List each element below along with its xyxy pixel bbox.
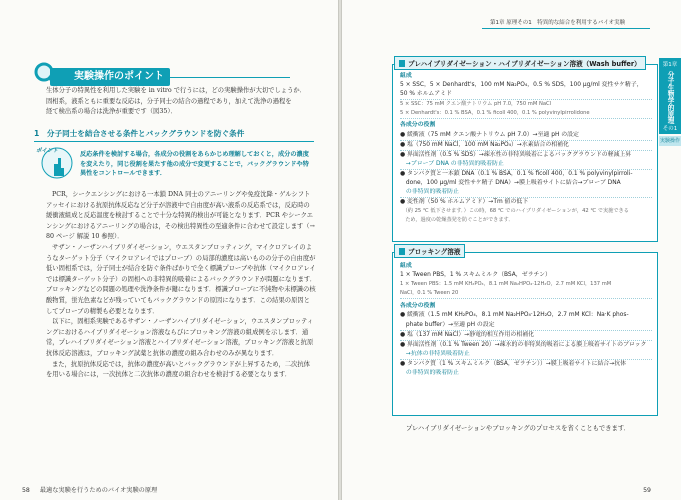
role-line: ● 界面活性剤（0.1 % Tween 20）→疎水的の非特異的吸着による膜上吸着サイトのブロック — [400, 341, 647, 348]
role-line: ● 変性剤（50 % ホルムアミド）→Tm 値の低下 — [400, 199, 529, 206]
header-rule — [482, 28, 650, 29]
roles-label: 各成分の役割 — [400, 122, 436, 129]
role-line: done，100 µg/ml 変性サケ精子 DNA）→膜上吸着サイトに結合→プローブ DNA — [400, 180, 621, 187]
left-footer — [22, 485, 157, 494]
paragraph: サザン・ノーザンハイブリダイゼーション，ウエスタンブロッティング，マイクロアレイのようなターゲット分子（マイクロアレイではプローブ）の局部的濃度は高いものの分子の自由度が低い固相系では，分子同士が結合を防ぐ条件ばかりで全く標識プローブや抗体（マイクロアレイでは標識ターゲット分子）の固相への非特異的吸着によるバックグラウンドが問題になります．ブロッキングなどの問題の処理や洗浄条件が鍵になります．標識プローブに不純物や未標識の核酸物質，蛍光色素などが残っていてもバックグラウンドの原因になります．この結果の原因としてプローブの精製も必要となります． — [46, 243, 317, 315]
point-text: 反応条件を検討する場合，各成分の役割をあらかじめ理解しておくと，成分の濃度を変えたり，同じ役割を果たす他の成分で変更することで，バックグラウンドや特異性をコントロールできます． — [80, 151, 309, 178]
point-label: ポイント — [36, 148, 59, 154]
running-header: 第1章 原理その1 特異的な結合を利用するバイオ実験 — [490, 20, 626, 26]
left-page — [0, 0, 338, 500]
blocking-composition — [400, 262, 652, 378]
closing-text — [400, 424, 656, 435]
composition-line: 1 × Tween PBS，1 % スキムミルク（BSA，ゼラチン） — [400, 272, 551, 279]
role-line: ● 塩（137 mM NaCl）→静電的相互作用の相補化 — [400, 331, 652, 341]
body-paragraphs — [46, 190, 316, 381]
role-line: の非特異的吸着防止 — [400, 188, 652, 198]
composition-label: 組成 — [400, 263, 412, 269]
hybridization-box-title-text: プレハイブリダイゼーション・ハイブリダイゼーション溶液（Wash buffer） — [408, 60, 641, 68]
side-tab-title: 分子生物学的原理 — [666, 71, 674, 124]
blocking-box-title — [394, 244, 465, 258]
intro-text — [46, 86, 316, 118]
paragraph: 以下に，固相系実験であるサザン・ノーザンハイブリダイゼーション，ウエスタンブロッティングにおけるハイブリダイゼーション溶液ならびにブロッキング溶液の組成例を示します．通常，プレハイブリダイゼーション溶液とハイブリダイゼーション溶液，ブロッキング溶液と抗原抗体反応溶液は，ブロッキング試薬と抗体の濃度の組み合わせのみが異なります． — [46, 318, 314, 357]
closing-paragraph: プレハイブリダイゼーションやブロッキングのプロセスを省くこともできます． — [406, 425, 630, 432]
role-line: ● 緩衝液（75 mM クエン酸ナトリウム pH 7.0）→至適 pH の設定 — [400, 131, 652, 141]
intro-line: 生体分子の特異性を利用した実験を in vitro で行うには，どの実験操作が大切でしょうか． — [46, 87, 306, 94]
composition-note: 5 × Denhardt's：0.1 % BSA，0.1 % ficoll 400，0.1 % polyvinylpirrolidone — [400, 109, 652, 119]
role-line: phate buffer）→至適 pH の設定 — [400, 321, 652, 331]
role-line: の非特異的吸着防止 — [400, 370, 459, 377]
footer-title: 最適な実験を行うためのバイオ実験の原理 — [39, 487, 158, 494]
paragraph: また，抗原抗体反応では，抗体の濃度が高いとバックグラウンドが上昇するため，二次抗体を用いる場合には，一次抗体と二次抗体の濃度の組合わせを検討する必要となります． — [46, 360, 310, 379]
intro-line: 経て検出系の場合は洗浄が重要です（図35）． — [46, 108, 177, 116]
composition-label: 組成 — [400, 73, 412, 79]
subheading: 1 分子同士を結合させる条件とバックグラウンドを防ぐ条件 — [34, 128, 314, 142]
role-line: ● 塩（750 mM NaCl，100 mM Na₂PO₄）→水素結合の相補化 — [400, 141, 652, 151]
side-tab-part: その1 — [662, 125, 678, 132]
roles-label: 各成分の役割 — [400, 303, 436, 310]
role-line: ● タンパク質（1 % スキムミルク（BSA，ゼラチン））→膜上吸着サイトに結合→抗体 — [400, 360, 627, 367]
role-note: ため，過度の乾燥蒸発を防ぐことができます． — [400, 217, 514, 224]
box-marker-icon — [399, 248, 405, 255]
right-page — [342, 0, 681, 500]
page-number: 58 — [22, 487, 30, 494]
side-tab-sub: 実験操作 — [659, 138, 680, 144]
hybridization-box-title — [394, 56, 646, 70]
composition-line: 50 % ホルムアミド — [400, 90, 652, 100]
composition-note: 5 × SSC：75 mM クエン酸ナトリウム pH 7.0，750 mM NaCl — [400, 101, 552, 108]
composition-line: 5 × SSC，5 × Denhardt's，100 mM Na₂PO₄，0.5 % SDS，100 µg/ml 変性サケ精子， — [400, 82, 643, 89]
box-marker-icon — [399, 60, 405, 67]
paragraph: PCR，シークエンシングにおける一本鎖 DNA 同士のアニーリングや免疫沈降・ゲルシフトアッセイにおける抗原抗体反応など分子が溶液中で自由度が高い液系の反応系では，反応時の緩衝液組成と反応温度を検討することで十分な特異的検出が可能となります．PCR やシークエンシングにおけるアニーリングの場合は，その検出特異性の至適条件に合わせて設定します（→ 80 ページ 解説 10 参照）． — [46, 191, 315, 241]
side-tab-chapter: 第1章 — [662, 62, 678, 68]
composition-note: 1 × Tween PBS：1.5 mM KH₂PO₄，8.1 mM Na₂HPO₄·12H₂O，2.7 mM KCl，137 mM — [400, 281, 612, 288]
role-line: ● 緩衝液（1.5 mM KH₂PO₄，8.1 mM Na₂HPO₄·12H₂O，2.7 mM KCl：Na·K phos- — [400, 312, 629, 319]
intro-line: 固相系，液系ともに重要な反応は，分子同士の結合の過程であり，加えて洗浄の過程を — [46, 97, 292, 105]
role-line: ● 界面活性剤（0.5 % SDS）→疎水性の非特異吸着によるバックグラウンドの軽減上昇 — [400, 151, 632, 158]
right-page-number: 59 — [643, 487, 651, 494]
role-line: ● タンパク質と一本鎖 DNA（0.1 % BSA，0.1 % ficoll 400，0.1 % polyvinylpirroli- — [400, 170, 633, 177]
section-title-rule — [170, 77, 290, 78]
chapter-side-tab — [659, 58, 681, 134]
role-note: （約 25 ℃ 低下させます．）この時，68 ℃ でのハイブリダイゼーションが，42 ℃ で実施できる — [400, 208, 629, 215]
section-title: 実験操作のポイント — [50, 68, 170, 86]
composition-note: NaCl，0.1 % Tween 20 — [400, 289, 652, 299]
hybridization-composition — [400, 72, 652, 226]
role-line: →抗体の非特異吸着防止 — [400, 350, 652, 360]
blocking-box-title-text: ブロッキング溶液 — [408, 248, 461, 256]
role-line: →プローブ DNA の非特異的吸着防止 — [400, 160, 652, 170]
